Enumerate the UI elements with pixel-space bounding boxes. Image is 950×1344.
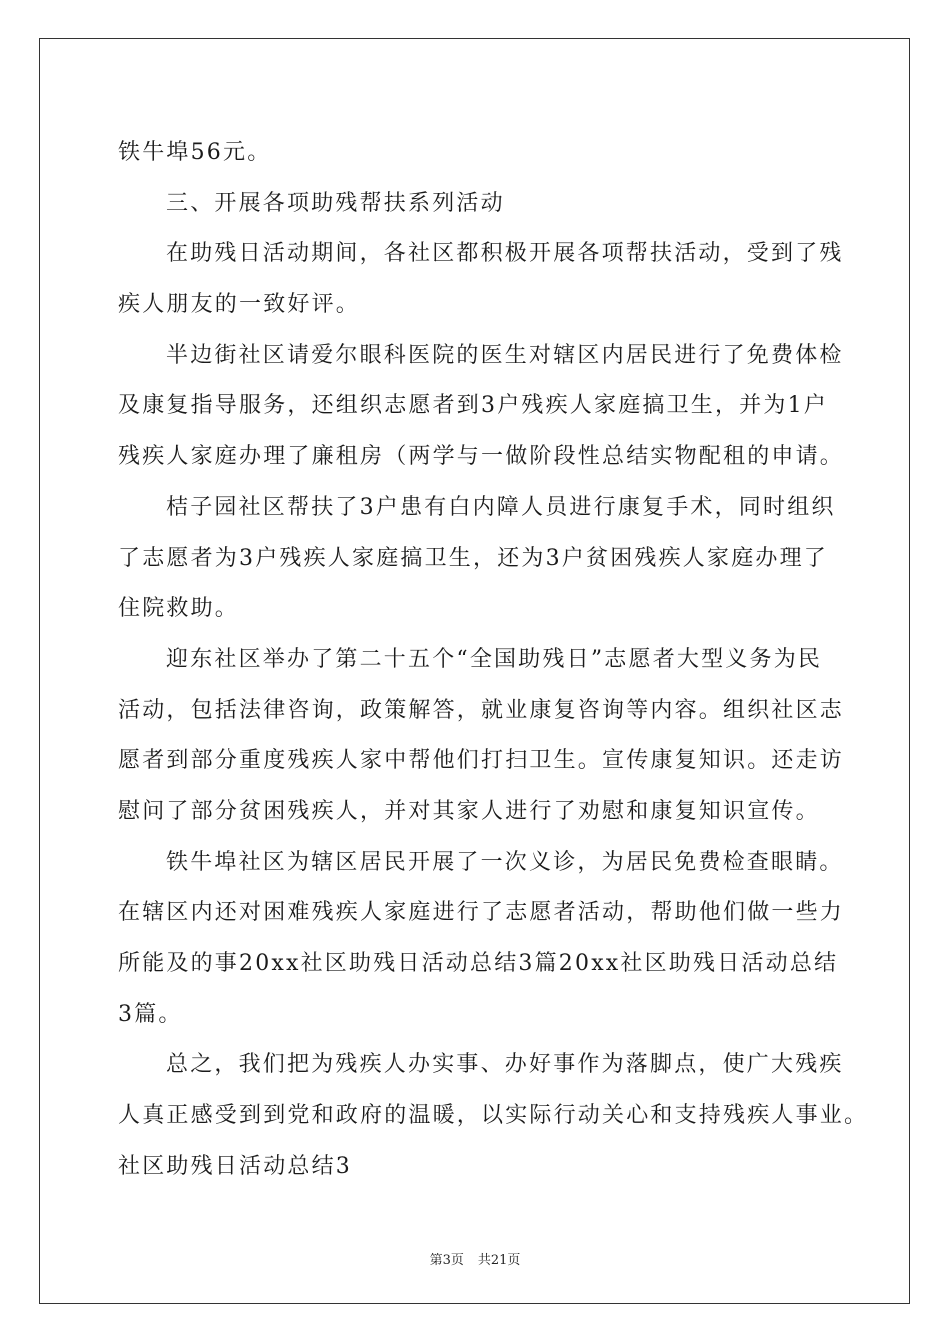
- text-line: 在辖区内还对困难残疾人家庭进行了志愿者活动，帮助他们做一些力: [118, 900, 845, 926]
- text-line: 及康复指导服务，还组织志愿者到3户残疾人家庭搞卫生，并为1户: [118, 393, 828, 419]
- page-total: 共21页: [477, 1253, 521, 1268]
- text-line: 疾人朋友的一致好评。: [118, 292, 361, 318]
- page-number: 第3页: [429, 1253, 464, 1268]
- text-line: 社区助残日活动总结3: [118, 1153, 352, 1179]
- text-line: 残疾人家庭办理了廉租房（两学与一做阶段性总结实物配租的申请。: [118, 444, 845, 470]
- text-line: 在助残日活动期间，各社区都积极开展各项帮扶活动，受到了残: [166, 241, 844, 267]
- text-line: 愿者到部分重度残疾人家中帮他们打扫卫生。宣传康复知识。还走访: [118, 748, 845, 774]
- text-line: 人真正感受到到党和政府的温暖，以实际行动关心和支持残疾人事业。: [118, 1103, 869, 1129]
- text-line: 铁牛埠社区为辖区居民开展了一次义诊，为居民免费检查眼睛。: [166, 849, 844, 875]
- text-line: 了志愿者为3户残疾人家庭搞卫生，还为3户贫困残疾人家庭办理了: [118, 545, 828, 571]
- text-line: 住院救助。: [118, 596, 240, 622]
- text-line: 铁牛埠56元。: [118, 140, 272, 165]
- text-line: 所能及的事20xx社区助残日活动总结3篇20xx社区助残日活动总结: [118, 951, 839, 976]
- text-line: 半边街社区请爱尔眼科医院的医生对辖区内居民进行了免费体检: [166, 342, 844, 368]
- document-body: [118, 128, 869, 1192]
- text-line: 桔子园社区帮扶了3户患有白内障人员进行康复手术，同时组织: [166, 494, 836, 520]
- text-line: 慰问了部分贫困残疾人，并对其家人进行了劝慰和康复知识宣传。: [118, 798, 820, 824]
- text-line: 迎东社区举办了第二十五个“全国助残日”志愿者大型义务为民: [166, 646, 823, 672]
- text-line: 总之，我们把为残疾人办实事、办好事作为落脚点，使广大残疾: [166, 1052, 844, 1078]
- page-footer: [0, 1249, 950, 1268]
- section-heading: 三、开展各项助残帮扶系列活动: [166, 190, 505, 216]
- text-line: 活动，包括法律咨询，政策解答，就业康复咨询等内容。组织社区志: [118, 697, 845, 723]
- text-line: 3篇。: [118, 1001, 183, 1027]
